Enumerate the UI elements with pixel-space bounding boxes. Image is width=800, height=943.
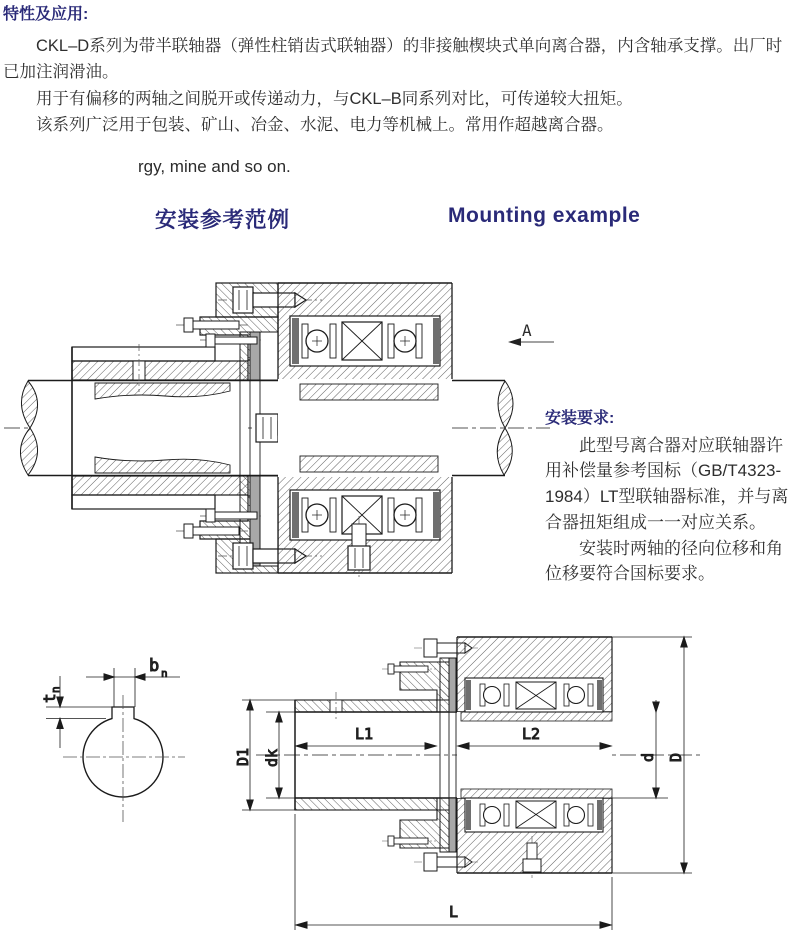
dim-label-L1: L1 xyxy=(355,725,374,743)
mounting-requirements-heading: 安装要求: xyxy=(545,410,615,427)
shaft-cross-section xyxy=(63,695,185,822)
dim-label-D: D xyxy=(667,752,685,762)
dim-label-bn-sub: n xyxy=(161,667,168,680)
bearing-row-top xyxy=(290,316,440,366)
english-fragment: rgy, mine and so on. xyxy=(138,157,291,176)
dimension-keyway-width xyxy=(86,656,180,707)
bearing-ball xyxy=(484,687,501,704)
bearing-ball xyxy=(568,807,585,824)
top-assembly-drawing xyxy=(0,265,560,600)
dim-label-d: d xyxy=(639,752,657,762)
dim-label-L2: L2 xyxy=(522,725,541,743)
view-a-arrow xyxy=(508,321,554,346)
dim-label-D1: D1 xyxy=(234,747,252,766)
dim-label-dk: dk xyxy=(263,748,281,767)
seal xyxy=(292,492,299,538)
clutch-housing xyxy=(278,283,452,578)
seal xyxy=(597,800,602,830)
dim-label-L: L xyxy=(449,903,459,921)
bearing-ball xyxy=(568,687,585,704)
section-heading-chinese: 安装参考范例 xyxy=(155,208,291,232)
seal xyxy=(466,680,471,710)
view-a-label: A xyxy=(522,321,532,340)
bearing-row-bottom xyxy=(465,798,603,832)
seal xyxy=(433,318,440,364)
seal xyxy=(597,680,602,710)
dim-label-tn-sub: n xyxy=(49,686,62,693)
clutch-housing-section xyxy=(457,637,612,878)
features-paragraph: 该系列广泛用于包装、矿山、冶金、水泥、电力等机械上。常用作超越离合器。 xyxy=(36,116,614,134)
features-paragraph: 用于有偏移的两轴之间脱开或传递动力，与CKL–B同系列对比，可传递较大扭矩。 xyxy=(36,89,633,108)
mounting-requirements xyxy=(545,406,795,587)
features-heading: 特性及应用: xyxy=(3,6,89,23)
mounting-requirements-paragraph: 安装时两轴的径向位移和角位移要符合国标要求。 xyxy=(545,538,783,584)
features-section xyxy=(3,2,798,139)
dimension-d xyxy=(612,700,668,798)
dim-label-bn: b xyxy=(149,656,160,676)
section-heading-english: Mounting example xyxy=(448,204,641,227)
mounting-requirements-paragraph: 此型号离合器对应联轴器许用补偿量参考国标（GB/T4323-1984）LT型联轴器标准，并与离合器扭矩组成一一对应关系。 xyxy=(545,435,789,532)
dimension-L1 xyxy=(296,725,436,749)
seal xyxy=(433,492,440,538)
bearing-row-top xyxy=(465,678,603,712)
dim-label-tn: t xyxy=(40,693,59,703)
seal xyxy=(292,318,299,364)
dimensioned-drawing xyxy=(0,600,760,943)
seal xyxy=(466,800,471,830)
bearing-ball xyxy=(484,807,501,824)
features-paragraph: CKL–D系列为带半联轴器（弹性柱销齿式联轴器）的非接触楔块式单向离合器，内含轴承支撑。出厂时已加注润滑油。 xyxy=(3,36,783,81)
